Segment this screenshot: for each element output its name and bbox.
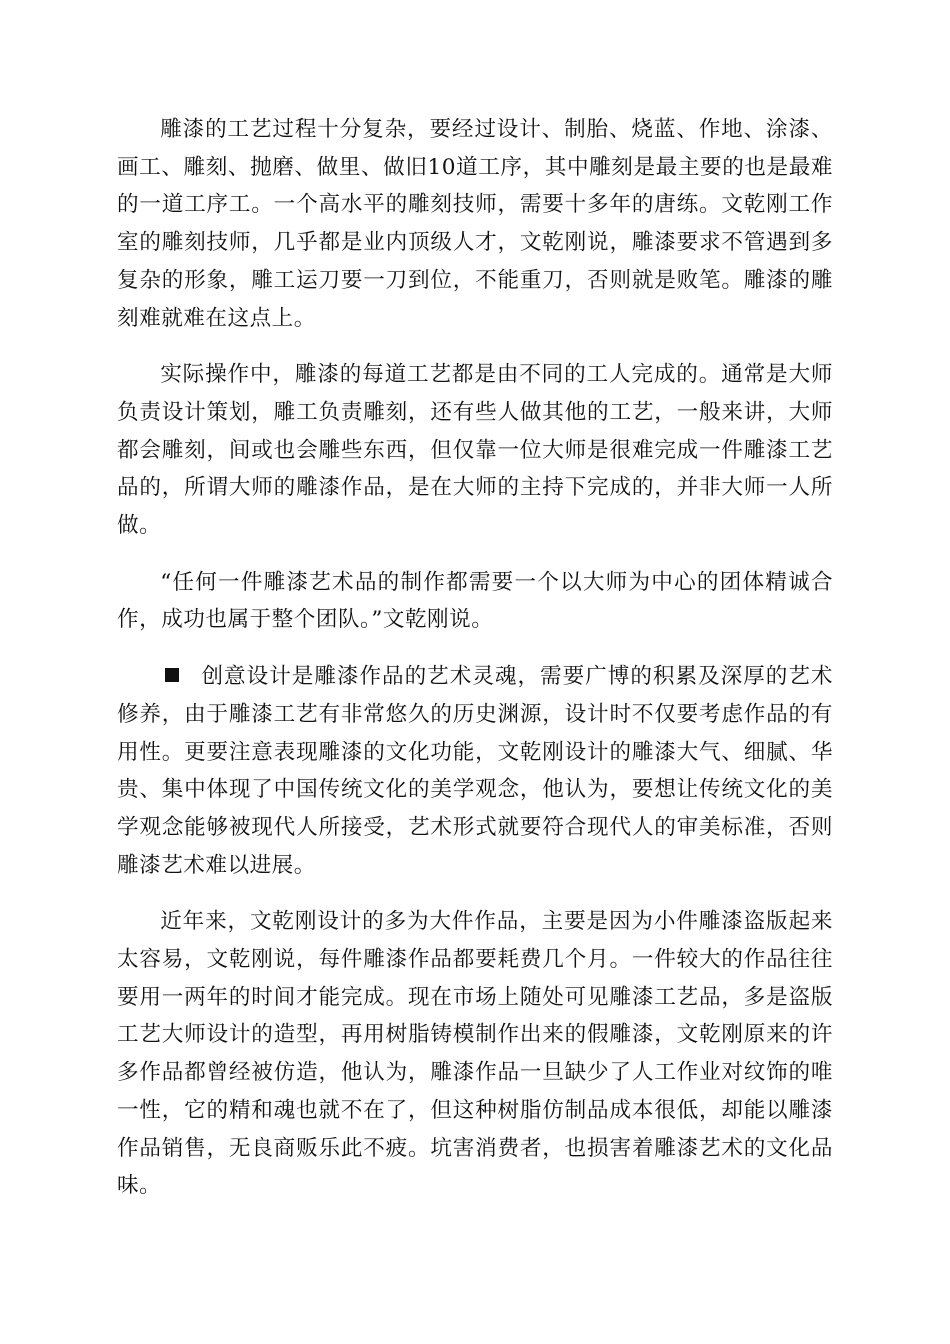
paragraph-2-text: 实际操作中，雕漆的每道工艺都是由不同的工人完成的。通常是大师负责设计策划，雕工负责雕刻，还有些人做其他的工艺，一般来讲，大师都会雕刻，间或也会雕些东西，但仅靠一位大师是很难完成一件雕漆工艺品的，所谓大师的雕漆作品，是在大师的主持下完成的，并非大师一人所做。 (117, 362, 833, 539)
paragraph-5-text: 近年来，文乾刚设计的多为大件作品，主要是因为小件雕漆盗版起来太容易，文乾刚说，每件雕漆作品都要耗费几个月。一件较大的作品往往要用一两年的时间才能完成。现在市场上随处可见雕漆工艺品，多是盗版工艺大师设计的造型，再用树脂铸模制作出来的假雕漆，文乾刚原来的许多作品都曾经被仿造，他认为，雕漆作品一旦缺少了人工作业对纹饰的唯一性，它的精和魂也就不在了，但这种树脂仿制品成本很低，却能以雕漆作品销售，无良商贩乐此不疲。坑害消费者，也损害着雕漆艺术的文化品味。 (117, 909, 833, 1199)
square-bullet-icon (165, 668, 179, 682)
paragraph-2 (117, 356, 833, 545)
document-page (117, 111, 833, 1224)
paragraph-1-text: 雕漆的工艺过程十分复杂，要经过设计、制胎、烧蓝、作地、涂漆、画工、雕刻、抛磨、做里、做旧10道工序，其中雕刻是最主要的也是最难的一道工序工。一个高水平的雕刻技师，需要十多年的唐练。文乾刚工作室的雕刻技师，几乎都是业内顶级人才，文乾刚说，雕漆要求不管遇到多复杂的形象，雕工运刀要一刀到位，不能重刀，否则就是败笔。雕漆的雕刻难就难在这点上。 (117, 117, 833, 331)
paragraph-4 (117, 658, 833, 884)
paragraph-5 (117, 903, 833, 1205)
paragraph-3 (117, 564, 833, 639)
paragraph-3-text: “任何一件雕漆艺术品的制作都需要一个以大师为中心的团体精诚合作，成功也属于整个团队。”文乾刚说。 (117, 569, 833, 633)
paragraph-1 (117, 111, 833, 337)
paragraph-4-text: 创意设计是雕漆作品的艺术灵魂，需要广博的积累及深厚的艺术修养，由于雕漆工艺有非常悠久的历史渊源，设计时不仅要考虑作品的有用性。更要注意表现雕漆的文化功能，文乾刚设计的雕漆大气、细腻、华贵、集中体现了中国传统文化的美学观念，他认为，要想让传统文化的美学观念能够被现代人所接受，艺术形式就要符合现代人的审美标准，否则雕漆艺术难以进展。 (117, 664, 833, 878)
